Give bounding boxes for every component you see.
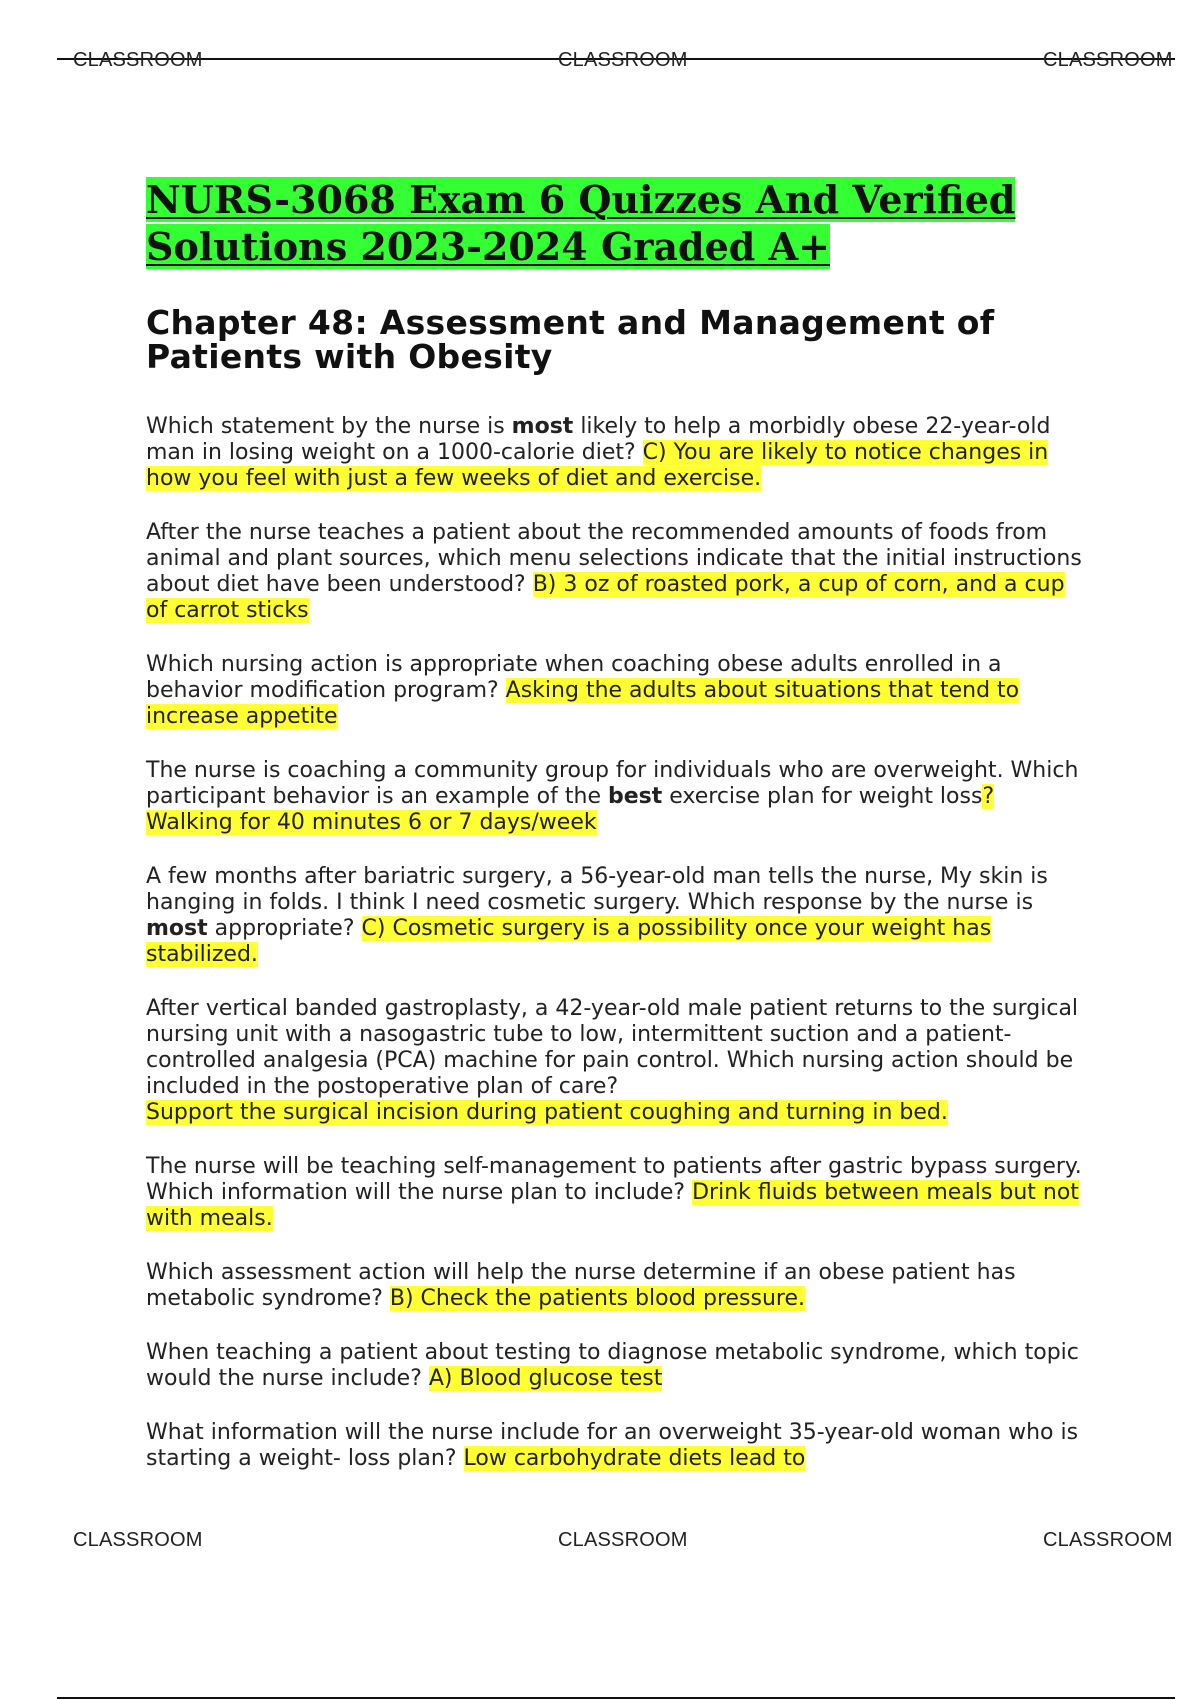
question-text: exercise plan for weight loss [662, 784, 983, 809]
chapter-heading: Chapter 48: Assessment and Management of Patients with Obesity [146, 303, 995, 376]
answer-highlight: B) Check the patients blood pressure. [389, 1286, 806, 1311]
question-item [146, 1340, 1086, 1392]
question-text: likely to help a morbidly obese 22-year-old man in losing weight on a 1000-calorie diet? [146, 414, 1051, 465]
answer-highlight: B) 3 oz of roasted pork, a cup of corn, and a cup of carrot sticks [146, 572, 1065, 623]
question-item [146, 864, 1086, 968]
watermark-footer-left: CLASSROOM [73, 1529, 203, 1551]
footer-rule [57, 1697, 1175, 1699]
question-text: Which nursing action is appropriate when coaching obese adults enrolled in a behavior modification program? [146, 652, 1002, 703]
question-text: What information will the nurse include for an overweight 35-year-old woman who is starting a weight- loss plan? [146, 1420, 1079, 1471]
question-text: Which statement by the nurse is [146, 414, 512, 439]
question-emphasis: most [146, 916, 208, 941]
question-item [146, 996, 1086, 1126]
watermark-footer-right: CLASSROOM [1043, 1529, 1173, 1551]
question-text: The nurse is coaching a community group for individuals who are overweight. Which participant behavior is an example of the [146, 758, 1079, 809]
question-text: After vertical banded gastroplasty, a 42-year-old male patient returns to the surgical nursing unit with a nasogastric tube to low, intermittent suction and a patient- controlled analgesia (PCA) machine for pain control. Which nursing action should be included in the postoperative plan of care? [146, 996, 1079, 1099]
question-text: appropriate? [207, 916, 362, 941]
answer-highlight: Walking for 40 minutes 6 or 7 days/week [146, 810, 597, 835]
document-body [146, 176, 1086, 1500]
question-list [146, 414, 1086, 1472]
question-item [146, 758, 1086, 836]
question-item [146, 1260, 1086, 1312]
question-text: A few months after bariatric surgery, a 56-year-old man tells the nurse, My skin is hanging in folds. I think I need cosmetic surgery. Which response by the nurse is [146, 864, 1048, 915]
document-title [146, 176, 1086, 270]
watermark-top-center: CLASSROOM [558, 49, 688, 71]
question-item [146, 414, 1086, 492]
question-emphasis: best [607, 784, 663, 809]
answer-highlight: C) Cosmetic surgery is a possibility once your weight has stabilized. [146, 916, 992, 967]
question-item [146, 520, 1086, 624]
answer-highlight: Asking the adults about situations that tend to increase appetite [146, 678, 1020, 729]
answer-highlight-mark: ? [982, 784, 995, 809]
document-title-text: NURS-3068 Exam 6 Quizzes And Verified Solutions 2023-2024 Graded A+ [146, 177, 1016, 269]
watermark-top-right: CLASSROOM [1043, 49, 1173, 71]
answer-highlight: Drink fluids between meals but not with meals. [146, 1180, 1079, 1231]
answer-highlight: Support the surgical incision during patient coughing and turning in bed. [146, 1100, 948, 1125]
answer-highlight: A) Blood glucose test [428, 1366, 663, 1391]
question-item [146, 652, 1086, 730]
question-text: After the nurse teaches a patient about the recommended amounts of foods from animal and plant sources, which menu selections indicate that the initial instructions about diet have been understood? [146, 520, 1082, 597]
question-item [146, 1420, 1086, 1472]
answer-highlight: C) You are likely to notice changes in how you feel with just a few weeks of diet and exercise. [146, 440, 1049, 491]
question-text: When teaching a patient about testing to diagnose metabolic syndrome, which topic would the nurse include? [146, 1340, 1079, 1391]
question-item [146, 1154, 1086, 1232]
question-emphasis: most [511, 414, 574, 439]
watermark-top-left: CLASSROOM [73, 49, 203, 71]
watermark-footer-center: CLASSROOM [558, 1529, 688, 1551]
question-text: The nurse will be teaching self-management to patients after gastric bypass surgery. Which information will the nurse plan to include? [146, 1154, 1082, 1205]
question-text: Which assessment action will help the nurse determine if an obese patient has metabolic syndrome? [146, 1260, 1016, 1311]
answer-highlight: Low carbohydrate diets lead to [463, 1446, 806, 1471]
